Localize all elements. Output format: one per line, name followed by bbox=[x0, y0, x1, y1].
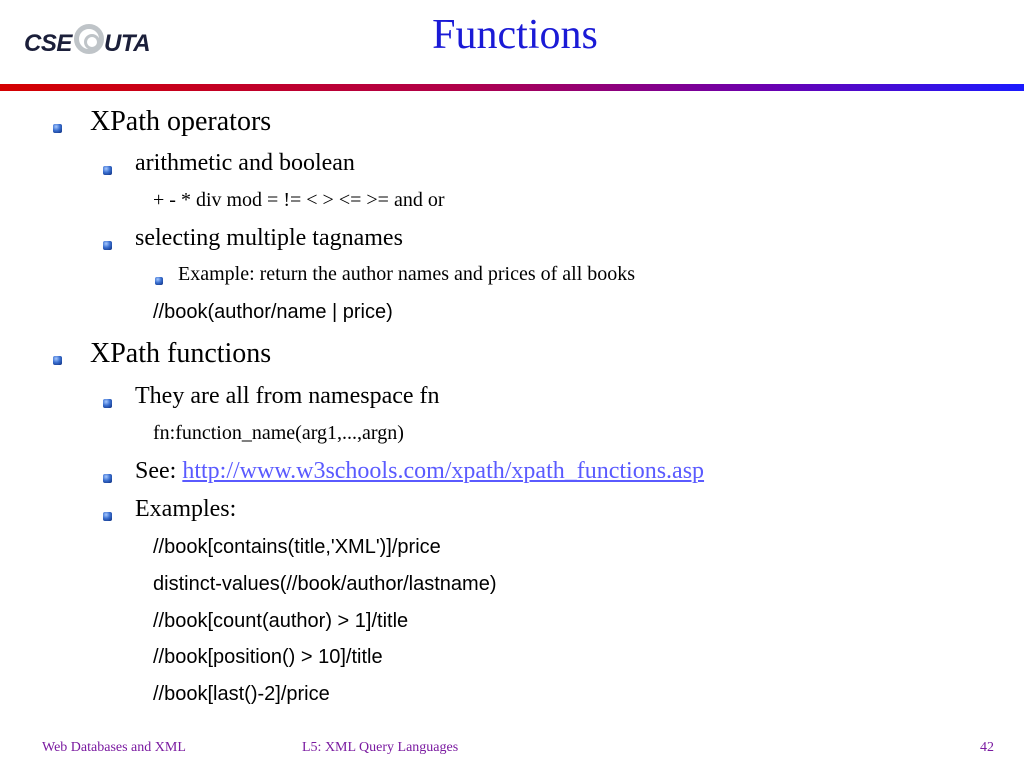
see-label: See: bbox=[135, 458, 183, 484]
example-code-line: //book[position() > 10]/title bbox=[153, 646, 383, 668]
bullet-selecting-tagnames: selecting multiple tagnames bbox=[135, 225, 403, 251]
operators-list: + - * div mod = != < > <= >= and or bbox=[153, 189, 445, 211]
code-book-author-price: //book(author/name | price) bbox=[153, 301, 393, 323]
slide-title: Functions bbox=[432, 12, 598, 58]
bullet-xpath-operators: XPath operators bbox=[90, 106, 272, 137]
bullet-arithmetic-boolean: arithmetic and boolean bbox=[135, 150, 355, 176]
bullet-examples: Examples: bbox=[135, 496, 237, 522]
bullet-namespace-fn: They are all from namespace fn bbox=[135, 383, 440, 409]
example-description: Example: return the author names and prices of all books bbox=[178, 263, 636, 285]
title-divider bbox=[0, 84, 1024, 91]
bullet-icon bbox=[103, 474, 112, 483]
bullet-icon bbox=[103, 166, 112, 175]
bullet-icon bbox=[103, 399, 112, 408]
logo-text-cse: CSE bbox=[24, 30, 72, 57]
bullet-icon bbox=[53, 124, 62, 133]
logo-at-icon bbox=[74, 24, 104, 54]
bullet-icon bbox=[155, 277, 163, 285]
example-code-line: distinct-values(//book/author/lastname) bbox=[153, 573, 497, 595]
bullet-see bbox=[135, 458, 704, 485]
footer-course: Web Databases and XML bbox=[42, 740, 186, 755]
bullet-icon bbox=[103, 241, 112, 250]
bullet-xpath-functions: XPath functions bbox=[90, 338, 272, 369]
example-code-line: //book[contains(title,'XML')]/price bbox=[153, 536, 441, 558]
bullet-icon bbox=[53, 356, 62, 365]
fn-signature: fn:function_name(arg1,...,argn) bbox=[153, 422, 404, 444]
bullet-icon bbox=[103, 512, 112, 521]
w3schools-link[interactable]: http://www.w3schools.com/xpath/xpath_functions.asp bbox=[182, 458, 705, 484]
footer-page-number: 42 bbox=[980, 740, 994, 755]
example-code-line: //book[count(author) > 1]/title bbox=[153, 610, 409, 632]
cse-uta-logo bbox=[22, 22, 162, 64]
example-code-line: //book[last()-2]/price bbox=[153, 683, 330, 705]
footer-lecture: L5: XML Query Languages bbox=[302, 740, 459, 755]
logo-text-uta: UTA bbox=[104, 30, 151, 57]
